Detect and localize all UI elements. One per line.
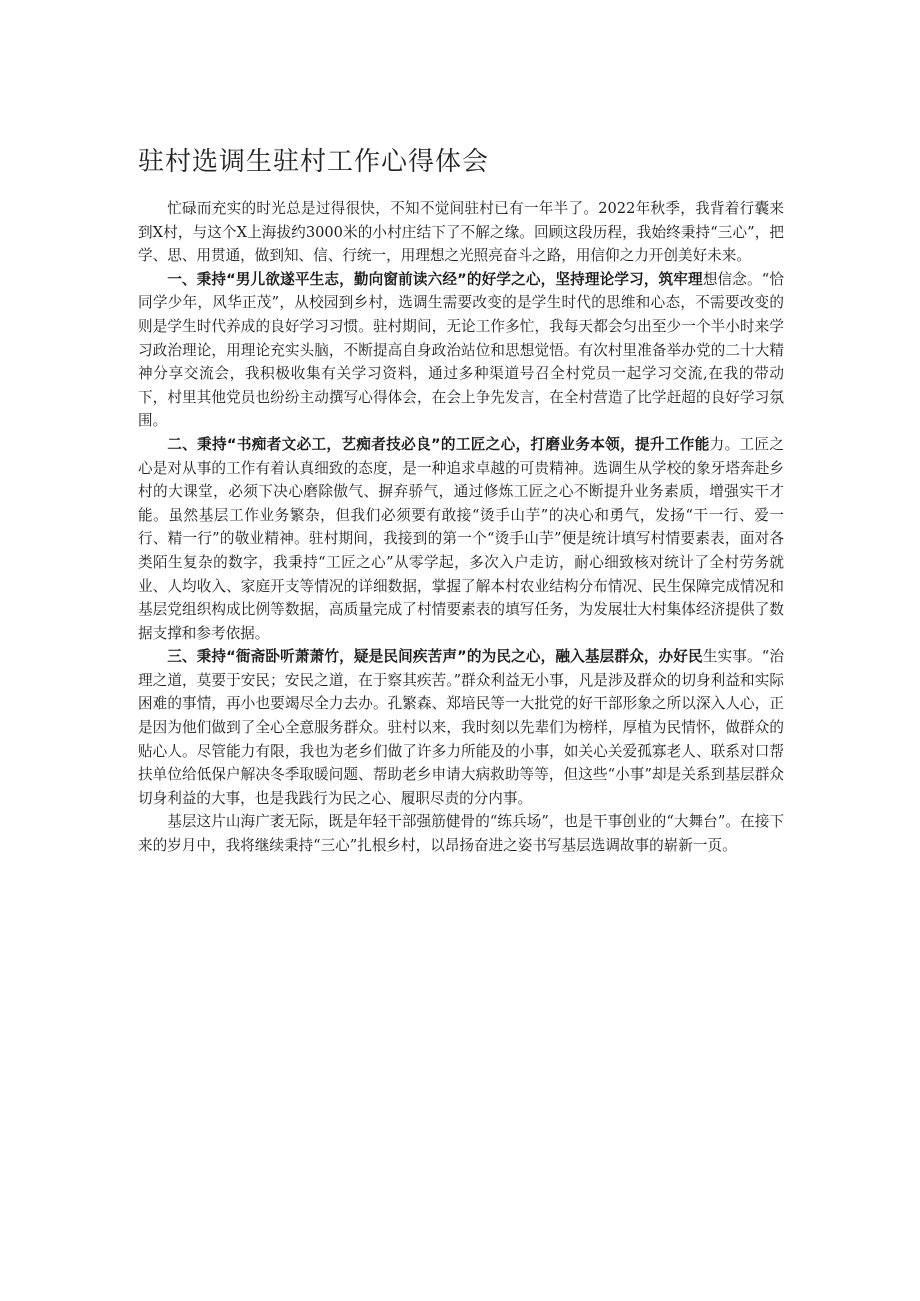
- paragraph-text: 生实事。“治理之道，莫要于安民；安民之道，在于察其疾苦。”群众利益无小事，凡是涉及群众的切身利益和实际困难的事情，再小也要竭尽全力去办。孔繁森、郑培民等一大批党的好干部形象之所以深入人心，正是因为他们做到了全心全意服务群众。驻村以来，我时刻以先辈们为榜样，厚植为民情怀，做群众的贴心人。尽管能力有限，我也为老乡们做了许多力所能及的小事，如关心关爱孤寡老人、联系对口帮扶单位给低保户解决冬季取暖问题、帮助老乡申请大病救助等等，但这些“小事”却是关系到基层群众切身利益的大事，也是我践行为民之心、履职尽责的分内事。: [138, 648, 785, 807]
- paragraph-intro: [138, 197, 784, 268]
- paragraph-text: 想信念。“恰同学少年，风华正茂”，从校园到乡村，选调生需要改变的是学生时代的思维和心态，不需要改变的则是学生时代养成的良好学习习惯。驻村期间，无论工作多忙，我每天都会匀出至少一个半小时来学习政治理论，用理论充实头脑，不断提高自身政治站位和思想觉悟。有次村里准备举办党的二十大精神分享交流会，我积极收集有关学习资料，通过多种渠道号召全村党员一起学习交流,在我的带动下，村里其他党员也纷纷主动撰写心得体会，在会上争先发言，在全村营造了比学赶超的良好学习氛围。: [138, 270, 785, 430]
- paragraph-text: 基层这片山海广袤无际，既是年轻干部强筋健骨的“练兵场”，也是干事创业的“大舞台”。在接下来的岁月中，我将继续秉持“三心”扎根乡村，以昂扬奋进之姿书写基层选调故事的崭新一页。: [138, 813, 784, 855]
- section-1-heading: 一、秉持“男儿欲遂平生志，勤向窗前读六经”的好学之心，坚持理论学习，筑牢理: [167, 270, 703, 288]
- paragraph-section-1: [138, 268, 784, 433]
- document-title: 驻村选调生驻村工作心得体会: [138, 147, 490, 177]
- section-2-heading: 二、秉持“书痴者文必工，艺痴者技必良”的工匠之心，打磨业务本领，提升工作能: [167, 435, 710, 453]
- paragraph-section-3: [138, 645, 784, 810]
- paragraph-conclusion: [138, 810, 784, 857]
- paragraph-text: 忙碌而充实的时光总是过得很快，不知不觉间驻村已有一年半了。2022年秋季，我背着行囊来到X村，与这个X上海拔约3000米的小村庄结下了不解之缘。回顾这段历程，我始终秉持“三心”，把学、思、用贯通，做到知、信、行统一，用理想之光照亮奋斗之路，用信仰之力开创美好未来。: [138, 200, 784, 265]
- section-3-heading: 三、秉持“衙斋卧听萧萧竹，疑是民间疾苦声”的为民之心，融入基层群众，办好民: [167, 648, 703, 666]
- paragraph-text: 力。工匠之心是对从事的工作有着认真细致的态度，是一种追求卓越的可贵精神。选调生从学校的象牙塔奔赴乡村的大课堂，必须下决心磨除傲气、摒弃骄气，通过修炼工匠之心不断提升业务素质，增强实干才能。虽然基层工作业务繁杂，但我们必须要有敢接“烫手山芋”的决心和勇气，发扬“干一行、爱一行、精一行”的敬业精神。驻村期间，我接到的第一个“烫手山芋”便是统计填写村情要素表，面对各类陌生复杂的数字，我秉持“工匠之心”从零学起，多次入户走访，耐心细致核对统计了全村劳务就业、人均收入、家庭开支等情况的详细数据，掌握了解本村农业结构分布情况、民生保障完成情况和基层党组织构成比例等数据，高质量完成了村情要素表的填写任务，为发展壮大村集体经济提供了数据支撑和参考依据。: [138, 435, 784, 642]
- paragraph-section-2: [138, 433, 784, 645]
- document-body: [138, 197, 784, 858]
